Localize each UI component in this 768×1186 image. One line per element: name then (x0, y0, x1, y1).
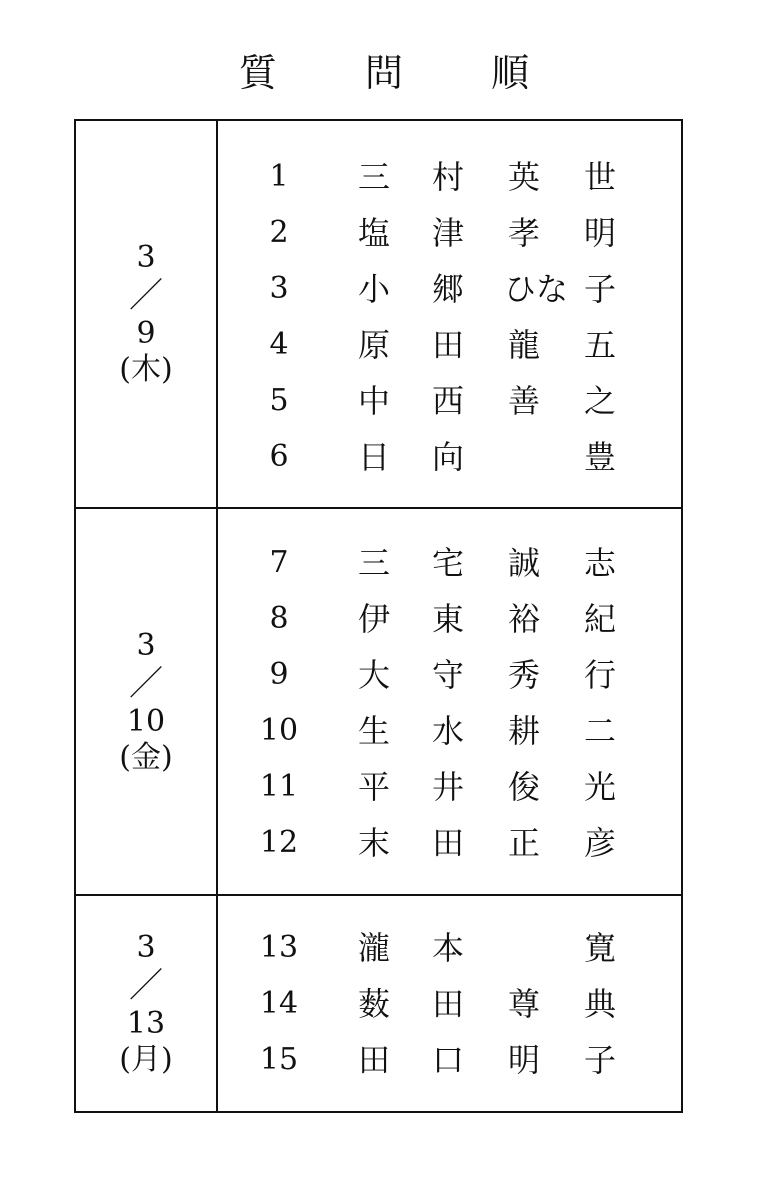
name-char: 行 (583, 656, 616, 694)
date-month: 3 (136, 240, 156, 275)
table-row (218, 205, 681, 261)
name-char: 之 (583, 382, 616, 420)
table-row (218, 317, 681, 373)
name-char: 寛 (583, 929, 616, 967)
table-row (218, 261, 681, 317)
date-weekday: (金) (119, 739, 173, 775)
name-char: 田 (431, 824, 464, 862)
name-char: 口 (431, 1041, 464, 1079)
date-month: 3 (136, 627, 156, 663)
name-char: 善 (507, 382, 540, 420)
order-number: 7 (269, 545, 289, 580)
order-number: 14 (259, 986, 299, 1021)
date-month: 3 (136, 929, 156, 965)
name-char: 小 (357, 270, 390, 308)
name-char: 明 (507, 1041, 540, 1079)
name-list (218, 121, 681, 507)
name-char: 誠 (507, 544, 540, 582)
table-row (218, 429, 681, 485)
name-char: 彦 (583, 824, 616, 862)
name-char: 原 (357, 326, 390, 364)
name-char: 守 (431, 656, 464, 694)
date-cell (76, 509, 218, 894)
order-number: 4 (269, 327, 289, 362)
name-char: 大 (357, 656, 390, 694)
date-day: 13 (126, 1005, 166, 1041)
name-char: 田 (431, 326, 464, 364)
table-row (218, 535, 681, 591)
order-number: 5 (269, 383, 289, 418)
name-char: 正 (507, 824, 540, 862)
table-row (218, 373, 681, 429)
table-row (218, 976, 681, 1032)
order-number: 1 (269, 159, 289, 194)
name-list (218, 896, 681, 1111)
name-char: 典 (583, 985, 616, 1023)
order-number: 10 (259, 713, 299, 748)
name-char: 井 (431, 768, 464, 806)
name-char: 裕 (507, 600, 540, 638)
name-char: 瀧 (357, 929, 390, 967)
date-cell (76, 896, 218, 1111)
order-number: 15 (259, 1042, 299, 1077)
name-char: 伊 (357, 600, 390, 638)
order-number: 9 (269, 657, 289, 692)
name-char: 五 (583, 326, 616, 364)
order-number: 11 (259, 769, 299, 804)
question-order-table (74, 119, 683, 1113)
name-char: 宅 (431, 544, 464, 582)
page-title: 質 問 順 (238, 51, 568, 95)
date-slash: ／ (129, 663, 163, 704)
name-char: 光 (583, 768, 616, 806)
name-char: 英 (507, 158, 540, 196)
date-group (76, 896, 681, 1111)
order-number: 13 (259, 930, 299, 965)
name-char: 平 (357, 768, 390, 806)
name-char: ひな (504, 270, 569, 308)
date-group (76, 121, 681, 509)
order-number: 6 (269, 439, 289, 474)
name-char: 孝 (507, 214, 540, 252)
name-char: 日 (357, 438, 390, 476)
date-day: 10 (126, 703, 166, 739)
name-char: 子 (583, 1041, 616, 1079)
date-slash: ／ (129, 965, 163, 1006)
name-char: 郷 (431, 270, 464, 308)
name-char: 田 (357, 1041, 390, 1079)
table-row (218, 149, 681, 205)
date-day: 9 (136, 316, 156, 351)
name-char: 秀 (507, 656, 540, 694)
date-weekday: (月) (119, 1041, 173, 1077)
name-char: 中 (357, 382, 390, 420)
table-row (218, 1032, 681, 1088)
name-char: 世 (583, 158, 616, 196)
name-char: 俊 (507, 768, 540, 806)
name-char: 尊 (507, 985, 540, 1023)
name-char: 村 (431, 158, 464, 196)
date-group (76, 509, 681, 896)
table-row (218, 815, 681, 871)
table-row (218, 591, 681, 647)
name-char: 塩 (357, 214, 390, 252)
name-char: 紀 (583, 600, 616, 638)
name-char: 向 (431, 438, 464, 476)
name-char: 末 (357, 824, 390, 862)
name-char: 生 (357, 712, 390, 750)
name-char: 龍 (507, 326, 540, 364)
order-number: 3 (269, 271, 289, 306)
order-number: 12 (259, 825, 299, 860)
date-weekday: (木) (119, 352, 173, 387)
name-char: 水 (431, 712, 464, 750)
name-char: 志 (583, 544, 616, 582)
order-number: 8 (269, 601, 289, 636)
date-cell (76, 121, 218, 507)
name-char: 本 (431, 929, 464, 967)
name-char: 二 (583, 712, 616, 750)
table-row (218, 647, 681, 703)
name-char: 薮 (357, 985, 390, 1023)
table-row (218, 703, 681, 759)
name-char: 田 (431, 985, 464, 1023)
name-char: 耕 (507, 712, 540, 750)
name-char: 東 (431, 600, 464, 638)
name-char: 三 (357, 544, 390, 582)
name-char: 豊 (583, 438, 616, 476)
name-char: 子 (583, 270, 616, 308)
name-char: 津 (431, 214, 464, 252)
date-slash: ／ (129, 276, 163, 316)
order-number: 2 (269, 215, 289, 250)
name-list (218, 509, 681, 894)
table-row (218, 920, 681, 976)
name-char: 西 (431, 382, 464, 420)
name-char: 明 (583, 214, 616, 252)
name-char: 三 (357, 158, 390, 196)
table-row (218, 759, 681, 815)
